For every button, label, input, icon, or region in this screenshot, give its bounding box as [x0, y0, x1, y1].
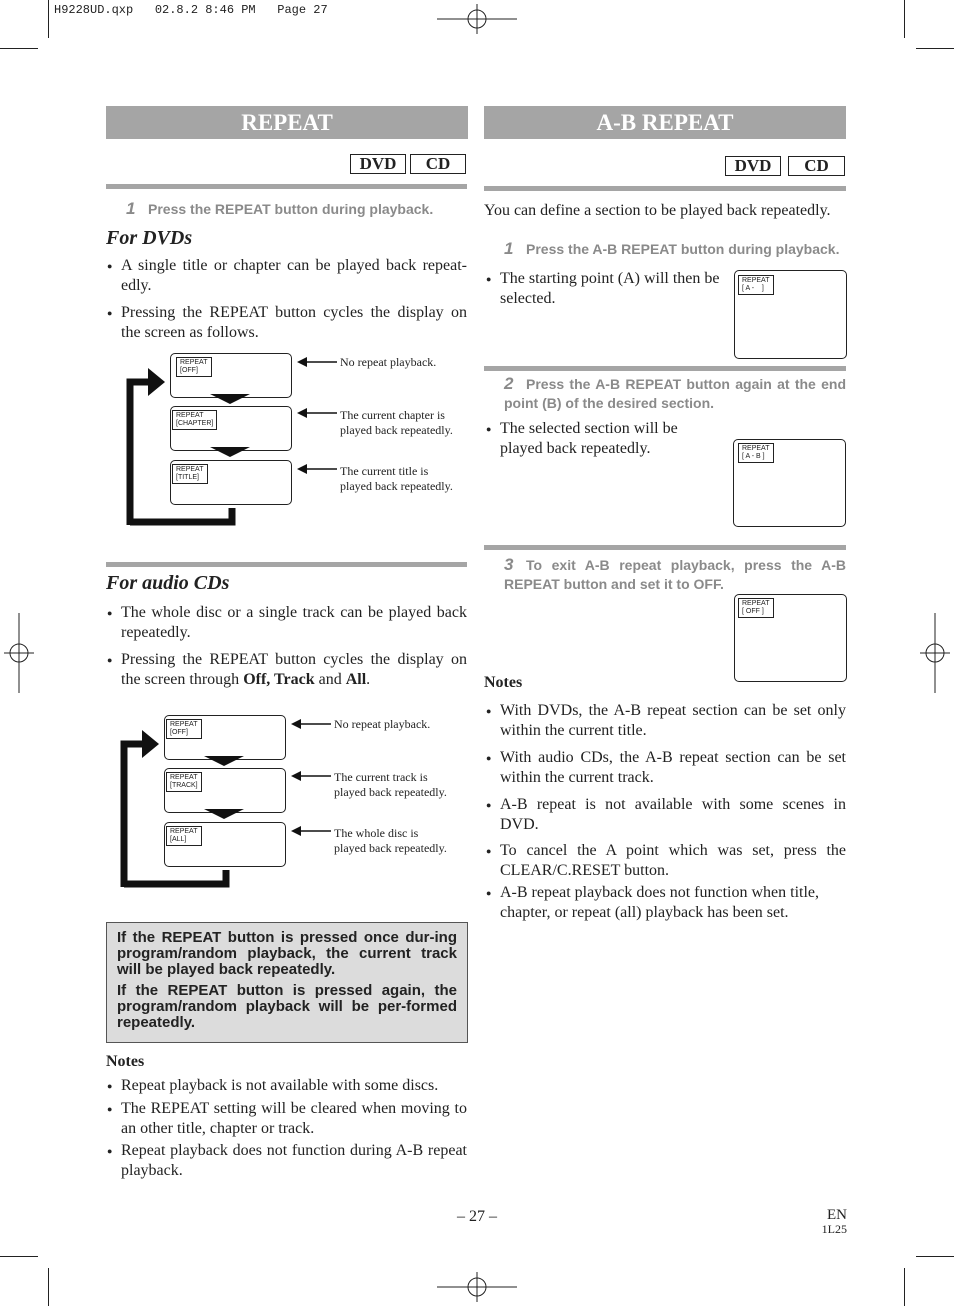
bullet-item: ● Pressing the REPEAT button cycles the display on the screen as follows.: [107, 303, 467, 343]
step-number: 2: [504, 374, 514, 393]
osd-label: REPEAT [OFF]: [176, 357, 212, 377]
osd-label: REPEAT [TRACK]: [166, 772, 202, 792]
step-number: 1: [126, 199, 136, 218]
diagram-caption: The whole disc is played back repeatedly.: [334, 826, 447, 855]
diagram-caption: No repeat playback.: [334, 717, 431, 731]
step-text: Press the REPEAT button during playback.: [148, 201, 434, 217]
notes-heading: Notes: [106, 1053, 145, 1070]
step-number: 3: [504, 555, 514, 574]
step-1: [504, 239, 846, 259]
step-1: [126, 199, 466, 219]
badge-dvd: DVD: [725, 156, 781, 176]
divider: [484, 186, 846, 191]
intro-text: You can define a section to be played back repeatedly.: [484, 202, 831, 219]
osd-label: REPEAT [ A - B ]: [738, 443, 774, 463]
document-code: 1L25: [821, 1222, 847, 1236]
note-item: ● To cancel the A point which was set, press the CLEAR/C.RESET button.: [486, 841, 846, 881]
badge-cd: CD: [410, 154, 466, 174]
registration-mark-icon: [920, 613, 950, 693]
crop-mark: [0, 48, 38, 49]
osd-label: REPEAT [ALL]: [166, 826, 202, 846]
badge-cd: CD: [788, 156, 845, 176]
diagram-caption: The current chapter is played back repeatedly.: [340, 408, 453, 437]
page-number: – 27 –: [457, 1208, 497, 1225]
down-arrow-icon: [210, 447, 250, 459]
diagram-caption: No repeat playback.: [340, 355, 437, 369]
pointer-arrow-icon: [297, 463, 337, 475]
notes-heading: Notes: [484, 674, 523, 691]
down-arrow-icon: [204, 756, 244, 768]
down-arrow-icon: [210, 394, 250, 406]
divider: [484, 545, 846, 550]
pointer-arrow-icon: [291, 825, 331, 837]
file-info: H9228UD.qxp 02.8.2 8:46 PM Page 27: [54, 3, 328, 17]
pointer-arrow-icon: [291, 718, 331, 730]
diagram-caption: The current track is played back repeatedly.: [334, 770, 447, 799]
crop-mark: [904, 0, 905, 38]
callout-box: [106, 922, 468, 1043]
crop-mark: [48, 1268, 49, 1306]
divider: [484, 366, 846, 371]
registration-mark-icon: [437, 1272, 517, 1302]
bullet-item: [107, 650, 467, 690]
callout-text: If the REPEAT button is pressed again, the program/random playback will be per-formed repeatedly.: [117, 982, 457, 1031]
note-item: ● With audio CDs, the A-B repeat section can be set within the current track.: [486, 748, 846, 788]
section-title-ab-repeat: A-B REPEAT: [484, 106, 846, 139]
divider: [106, 184, 467, 189]
osd-label: REPEAT [ OFF ]: [738, 598, 774, 618]
note-item: ● A-B repeat playback does not function when title, chapter, or repeat (all) playback has been set.: [486, 883, 846, 923]
bullet-item: ● The starting point (A) will then be selected.: [486, 269, 732, 309]
section-title-repeat: REPEAT: [106, 106, 468, 139]
crop-mark: [904, 1268, 905, 1306]
bullet-item: ● The selected section will be played back repeatedly.: [486, 419, 710, 459]
bullet-text: .: [366, 671, 371, 688]
pointer-arrow-icon: [297, 407, 337, 419]
divider: [106, 562, 467, 567]
step-number: 1: [504, 239, 514, 258]
crop-mark: [48, 0, 49, 38]
registration-mark-icon: [437, 4, 517, 34]
down-arrow-icon: [204, 809, 244, 821]
bullet-text: and: [314, 671, 346, 688]
step-2: [504, 374, 846, 413]
registration-mark-icon: [4, 613, 34, 693]
crop-mark: [916, 1256, 954, 1257]
step-text: To exit A-B repeat playback, press the A-B REPEAT button and set it to OFF.: [504, 557, 846, 592]
note-item: ● Repeat playback does not function during A-B repeat playback.: [107, 1141, 467, 1181]
bullet-bold: Off, Track: [243, 671, 315, 688]
note-item: ● The REPEAT setting will be cleared when moving to an other title, chapter or track.: [107, 1099, 467, 1139]
note-item: ● With DVDs, the A-B repeat section can be set only within the current title.: [486, 701, 846, 741]
bullet-item: ● A single title or chapter can be played back repeat-edly.: [107, 256, 467, 296]
bullet-item: ● The whole disc or a single track can be played back repeatedly.: [107, 603, 467, 643]
heading-for-audio-cds: For audio CDs: [106, 572, 230, 594]
language-code: EN: [827, 1207, 847, 1223]
step-3: [504, 555, 846, 594]
pointer-arrow-icon: [297, 356, 337, 368]
step-text: Press the A-B REPEAT button during playback.: [526, 241, 840, 257]
note-item: ● Repeat playback is not available with some discs.: [107, 1076, 467, 1096]
diagram-caption: The current title is played back repeatedly.: [340, 464, 453, 493]
osd-label: REPEAT [TITLE]: [172, 464, 208, 484]
crop-mark: [0, 1256, 38, 1257]
bullet-bold: All: [345, 671, 367, 688]
bullet-text: Pressing the REPEAT button cycles the display on the screen through: [121, 651, 467, 688]
osd-label: REPEAT [CHAPTER]: [172, 410, 217, 430]
badge-dvd: DVD: [350, 154, 406, 174]
crop-mark: [916, 48, 954, 49]
heading-for-dvds: For DVDs: [106, 227, 193, 249]
pointer-arrow-icon: [291, 770, 331, 782]
osd-label: REPEAT [OFF]: [166, 719, 202, 739]
osd-label: REPEAT [ A - ]: [738, 275, 774, 295]
callout-text: If the REPEAT button is pressed once dur-ing program/random playback, the current track will be played back repeatedly.: [117, 929, 457, 978]
step-text: Press the A-B REPEAT button again at the end point (B) of the desired section.: [504, 376, 846, 411]
note-item: ● A-B repeat is not available with some scenes in DVD.: [486, 795, 846, 835]
